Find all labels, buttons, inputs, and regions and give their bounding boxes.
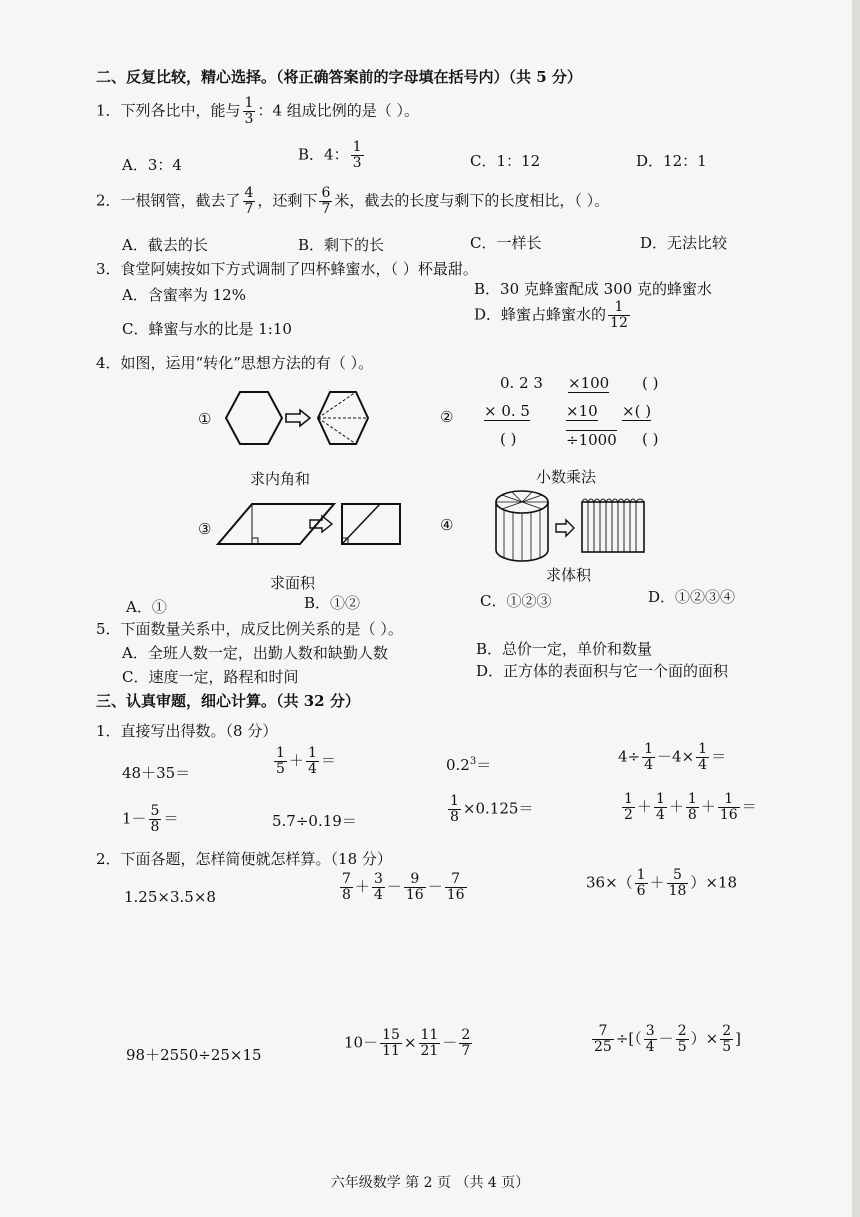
q4-option-c: C．①②③: [480, 592, 552, 610]
calc-blank-4: ( ): [642, 430, 659, 448]
q3-option-b: B．30 克蜂蜜配成 300 克的蜂蜜水: [474, 280, 713, 298]
p1-expr-5: 1－ $\frac{5}{8}$ ＝: [122, 803, 179, 835]
part-2-title: 2．下面各题，怎样简便就怎样算。（18 分）: [96, 850, 392, 868]
q5-option-a: A．全班人数一定，出勤人数和缺勤人数: [122, 644, 388, 662]
section-2-title: 二、反复比较，精心选择。（将正确答案前的字母填在括号内）（共 5 分）: [96, 68, 582, 86]
p1-expr-2: $\frac{1}{5}$ ＋ $\frac{1}{4}$ ＝: [276, 745, 336, 777]
q2-option-a: A．截去的长: [122, 236, 208, 254]
figure-2-number: ②: [440, 408, 454, 426]
q5-option-b: B．总价一定，单价和数量: [476, 640, 653, 658]
p2-expr-1: 1.25×3.5×8: [124, 888, 216, 906]
calc-op-3: ÷1000: [566, 431, 617, 449]
page-footer: 六年级数学 第 2 页 （共 4 页）: [330, 1175, 530, 1191]
calc-op-1: ×100: [568, 374, 610, 392]
figure-4-caption: 求体积: [546, 566, 592, 584]
q5-option-d: D．正方体的表面积与它一个面的面积: [476, 662, 729, 680]
figure-1-number: ①: [198, 410, 212, 428]
calc-row-1: 0. 2 3: [500, 374, 543, 392]
question-3: 3．食堂阿姨按如下方式调制了四杯蜂蜜水，（ ）杯最甜。: [96, 260, 478, 278]
cylinder-figure: [494, 488, 654, 564]
p2-expr-4: 98＋2550÷25×15: [126, 1046, 262, 1064]
calc-blank-3: ( ): [500, 430, 517, 448]
q2-option-d: D．无法比较: [640, 234, 728, 252]
q4-option-a: A．①: [126, 598, 167, 616]
q2-option-b: B．剩下的长: [298, 236, 385, 254]
p1-expr-7: $\frac{1}{8}$ ×0.125＝: [450, 793, 534, 825]
q1-option-c: C．1：12: [470, 152, 541, 170]
p1-expr-6: 5.7÷0.19＝: [272, 812, 357, 830]
q3-option-a: A．含蜜率为 12%: [122, 286, 246, 304]
p2-expr-5: 10－ $\frac{15}{11}$ × $\frac{11}{21}$ － $\frac{2}{7}$: [344, 1027, 471, 1059]
hexagon-figure: [220, 388, 370, 452]
q1-option-d: D．12：1: [636, 152, 707, 170]
q5-option-c: C．速度一定，路程和时间: [122, 668, 299, 686]
calc-op-2: ×10: [566, 402, 598, 420]
question-5: 5．下面数量关系中，成反比例关系的是（ ）。: [96, 620, 403, 638]
figure-2-caption: 小数乘法: [536, 468, 597, 486]
section-3-title: 三、认真审题，细心计算。（共 32 分）: [96, 692, 360, 710]
p2-expr-6: $\frac{7}{25}$ ÷[（ $\frac{3}{4}$ － $\frac{2}{5}$ ）× $\frac{2}{5}$ ]: [594, 1023, 741, 1055]
figure-3-number: ③: [198, 520, 212, 538]
p1-expr-3: $0.2^3=$: [446, 756, 492, 774]
question-4: 4．如图，运用“转化”思想方法的有（ ）。: [96, 354, 374, 372]
p2-expr-2: $\frac{7}{8}$ ＋ $\frac{3}{4}$ － $\frac{9}{16}$ － $\frac{7}{16}$: [342, 871, 465, 903]
part-1-title: 1．直接写出得数。（8 分）: [96, 722, 278, 740]
figure-3-caption: 求面积: [270, 574, 316, 592]
calc-row-2: × 0. 5: [484, 402, 530, 420]
calc-blank-1: ( ): [642, 374, 659, 392]
p1-expr-4: 4÷ $\frac{1}{4}$ －4× $\frac{1}{4}$ ＝: [618, 741, 727, 773]
q1-text: 1．下列各比中，能与: [96, 101, 241, 120]
figure-1-caption: 求内角和: [250, 470, 311, 488]
q1-text-post: ：4 组成比例的是（ ）。: [257, 101, 420, 120]
q4-option-d: D．①②③④: [648, 588, 736, 606]
question-1: [96, 96, 419, 127]
q1-fraction: $\frac{1}{3}$: [244, 95, 254, 127]
q1-option-b: B．4： $\frac{1}{3}$: [298, 139, 362, 171]
q4-option-b: B．①②: [304, 594, 361, 612]
q2-option-c: C．一样长: [470, 234, 542, 252]
question-2: 2．一根钢管，截去了 $\frac{4}{7}$ ，还剩下 $\frac{6}{7}$ 米，截去的长度与剩下的长度相比，（ ）。: [96, 185, 610, 217]
q3-option-d: D．蜂蜜占蜂蜜水的 $\frac{1}{12}$: [474, 299, 628, 331]
q3-option-c: C．蜂蜜与水的比是 1:10: [122, 320, 292, 338]
page-edge: [852, 0, 860, 1217]
p1-expr-1: 48＋35＝: [122, 764, 191, 782]
calc-blank-2: ×( ): [622, 402, 652, 420]
p2-expr-3: 36×（ $\frac{1}{6}$ ＋ $\frac{5}{18}$ ）×18: [586, 867, 738, 899]
figure-4-number: ④: [440, 516, 454, 534]
q1-option-a: A．3：4: [122, 156, 182, 174]
parallelogram-figure: [214, 500, 414, 550]
p1-expr-8: $\frac{1}{2}$ ＋ $\frac{1}{4}$ ＋ $\frac{1}{8}$ ＋ $\frac{1}{16}$ ＝: [624, 791, 757, 823]
